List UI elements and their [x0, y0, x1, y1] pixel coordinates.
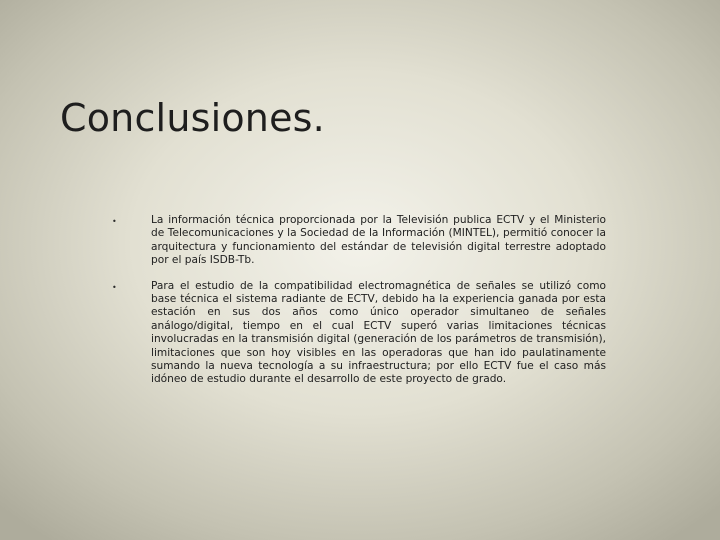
bullet-dot-icon: • [112, 282, 117, 292]
bullet-list [112, 214, 606, 399]
bullet-text: La información técnica proporcionada por la Televisión publica ECTV y el Ministerio de Telecomunicaciones y la Sociedad de la Información (MINTEL), permitió conocer la arquitectura y funcionamiento del estándar de televisión digital terrestre adoptado por el país ISDB-Tb. [151, 214, 606, 267]
bullet-text: Para el estudio de la compatibilidad electromagnética de señales se utilizó como base técnica el sistema radiante de ECTV, debido ha la experiencia ganada por esta estación en sus dos años como único operador simultaneo de señales análogo/digital, tiempo en el cual ECTV superó varias limitaciones técnicas involucradas en la transmisión digital (generación de los parámetros de transmisión), limitaciones que son hoy visibles en las operadoras que han ido paulatinamente sumando la nueva tecnología a su infraestructura; por ello ECTV fue el caso más idóneo de estudio durante el desarrollo de este proyecto de grado. [151, 279, 606, 386]
bullet-item-information [112, 214, 606, 268]
bullet-item-compatibility [112, 280, 606, 387]
bullet-dot-icon: • [112, 217, 117, 226]
slide-title: Conclusiones. [60, 96, 325, 140]
